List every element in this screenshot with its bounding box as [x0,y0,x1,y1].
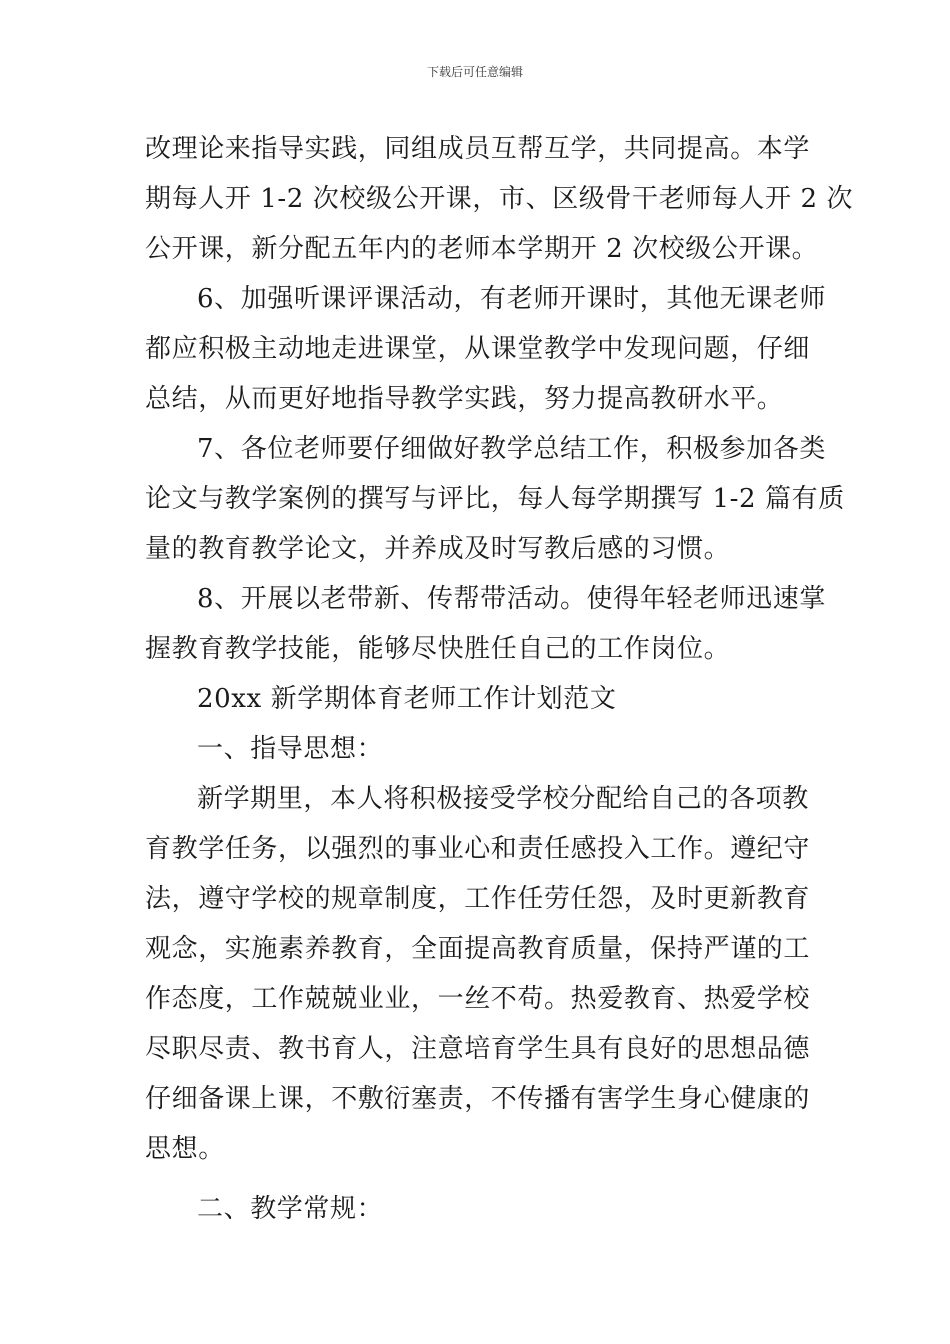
text-line: 公开课，新分配五年内的老师本学期开 2 次校级公开课。 [145,234,819,264]
document-body [145,124,854,1234]
section-title: 20xx 新学期体育老师工作计划范文 [197,684,617,714]
text-line: 仔细备课上课，不敷衍塞责，不传播有害学生身心健康的 [145,1084,811,1114]
section-heading: 二、教学常规： [197,1194,384,1224]
paragraph-start-line: 6、加强听课评课活动，有老师开课时，其他无课老师 [197,284,826,314]
section-heading: 一、指导思想： [197,734,384,764]
text-line: 观念，实施素养教育，全面提高教育质量，保持严谨的工 [145,934,811,964]
paragraph-start-line: 新学期里，本人将积极接受学校分配给自己的各项教 [197,784,809,814]
text-line: 量的教育教学论文，并养成及时写教后感的习惯。 [145,534,731,564]
text-line: 尽职尽责、教书育人，注意培育学生具有良好的思想品德 [145,1034,811,1064]
text-line: 论文与教学案例的撰写与评比，每人每学期撰写 1-2 篇有质 [145,484,845,514]
text-line: 育教学任务，以强烈的事业心和责任感投入工作。遵纪守 [145,834,811,864]
text-line: 总结，从而更好地指导教学实践，努力提高教研水平。 [145,384,784,414]
text-line: 握教育教学技能，能够尽快胜任自己的工作岗位。 [145,634,731,664]
text-line: 期每人开 1-2 次校级公开课，市、区级骨干老师每人开 2 次 [145,184,854,214]
text-line: 思想。 [145,1134,225,1164]
text-line: 法，遵守学校的规章制度，工作任劳任怨，及时更新教育 [145,884,811,914]
text-line: 改理论来指导实践，同组成员互帮互学，共同提高。本学 [145,134,811,164]
header-note: 下载后可任意编辑 [426,65,523,79]
paragraph-gap [145,1174,815,1184]
text-line: 都应积极主动地走进课堂，从课堂教学中发现问题，仔细 [145,334,811,364]
paragraph-start-line: 7、各位老师要仔细做好教学总结工作，积极参加各类 [197,434,826,464]
paragraph-start-line: 8、开展以老带新、传帮带活动。使得年轻老师迅速掌 [197,584,826,614]
text-line: 作态度，工作兢兢业业，一丝不苟。热爱教育、热爱学校 [145,984,811,1014]
